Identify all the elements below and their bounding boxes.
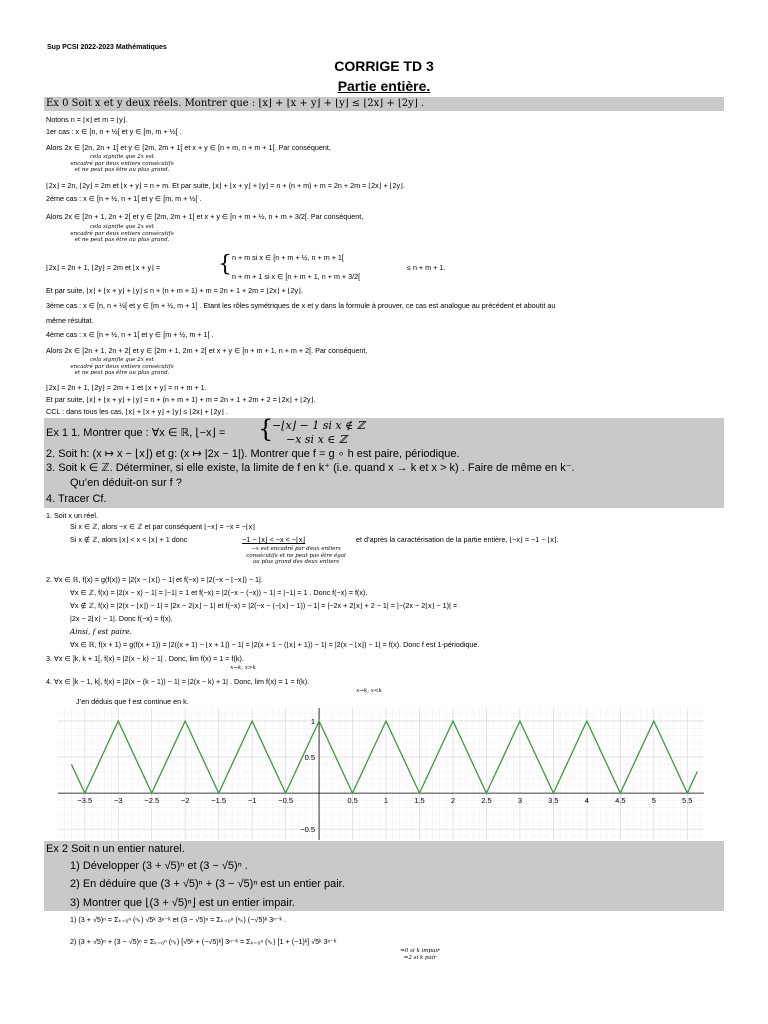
ex2-q1: 1) Développer (3 + √5)ⁿ et (3 − √5)ⁿ . <box>70 860 248 872</box>
ex0-case2-branch-2: n + m + 1 si x ∈ [n + m + 1, n + m + 3/2[ <box>232 272 361 281</box>
y-tick-label: 0.5 <box>304 753 316 763</box>
ex0-case2-line: Alors 2x ∈ [2n + 1, 2n + 2[ et y ∈ [2m, 2m + 1[ et x + y ∈ [n + m + ½, n + m + 3/2[. Par conséquent, <box>46 212 364 221</box>
x-tick-label: 3 <box>517 796 522 806</box>
ex2-q3: 3) Montrer que ⌊(3 + √5)ⁿ⌋ est un entier impair. <box>70 897 295 909</box>
ex1-a2f: ∀x ∈ ℝ, f(x + 1) = g(f(x + 1)) = |2((x + 1) − ⌊x + 1⌋) − 1| = |2(x + 1 − (⌊x⌋ + 1)) − 1| = |2(x − ⌊x⌋) − 1| = f(x). Donc f est 1-périodique. <box>70 640 480 649</box>
ex1-a2c: ∀x ∉ ℤ, f(x) = |2(x − ⌊x⌋) − 1| = |2x − 2⌊x⌋ − 1| et f(−x) = |2(−x − (−⌊x⌋ − 1)) − 1| = |−2x + 2⌊x⌋ + 2 − 1| = |−(2x − 2⌊x⌋ − 1)| = <box>70 601 458 610</box>
x-tick-label: −2 <box>180 796 190 806</box>
ex1-a3-limit-sub: x→k, x>k <box>230 665 256 671</box>
x-tick-label: 5 <box>651 796 656 806</box>
ex2-heading: Ex 2 Soit n un entier naturel. <box>46 843 185 855</box>
ex1-a3: 3. ∀x ∈ ]k, k + 1[, f(x) = |2(x − k) − 1| . Donc, lim f(x) = 1 = f(k). <box>46 654 244 663</box>
ex1-q3b: Qu’en déduit-on sur f ? <box>70 477 182 489</box>
ex2-a2: 2) (3 + √5)ⁿ + (3 − √5)ⁿ = Σₖ₌₀ⁿ (ⁿₖ) [√5ᵏ + (−√5)ᵏ] 3ⁿ⁻ᵏ = Σₖ₌₀ⁿ (ⁿₖ) [1 + (−1)ᵏ] √5ᵏ 3ⁿ⁻ᵏ <box>70 937 337 946</box>
ex0-case1-result: ⌊2x⌋ = 2n, ⌊2y⌋ = 2m et ⌊x + y⌋ = n + m. Et par suite, ⌊x⌋ + ⌊x + y⌋ + ⌊y⌋ = n + (n + m) + m = 2n + 2m = ⌊2x⌋ + ⌊2y⌋. <box>46 181 405 190</box>
x-tick-label: −0.5 <box>278 796 294 806</box>
x-tick-label: 4.5 <box>615 796 626 806</box>
ex0-case2-floor: ⌊2x⌋ = 2n + 1, ⌊2y⌋ = 2m et ⌊x + y⌋ = <box>46 263 161 272</box>
x-tick-label: −3 <box>113 796 123 806</box>
x-tick-label: −3.5 <box>77 796 93 806</box>
ex1-brace: { <box>258 415 274 443</box>
x-tick-label: 4 <box>584 796 589 806</box>
x-tick-label: −1 <box>247 796 257 806</box>
x-tick-label: 2.5 <box>481 796 492 806</box>
ex0-case2-result: Et par suite, ⌊x⌋ + ⌊x + y⌋ + ⌊y⌋ ≤ n + (n + m + 1) + m = 2n + 1 + 2m = ⌊2x⌋ + ⌊2y⌋. <box>46 286 303 295</box>
ex0-brace: { <box>218 252 232 277</box>
ex1-a1e: et d’après la caractérisation de la partie entière, ⌊−x⌋ = −1 − ⌊x⌋. <box>356 535 559 544</box>
ex0-case2-branch-1: n + m si x ∈ [n + m + ½, n + m + 1[ <box>232 253 344 262</box>
ex0-case4: 4ème cas : x ∈ [n + ½, n + 1[ et y ∈ [m + ½, m + 1[ . <box>46 330 214 339</box>
ex0-note-3: cela signifie que 2x est encadré par deux entiers consécutifs et ne peut pas être au plus grand. <box>70 357 174 376</box>
ex1-a2: 2. ∀x ∈ ℝ, f(x) = g(f(x)) = |2(x − ⌊x⌋) − 1| et f(−x) = |2(−x − ⌊−x⌋) − 1|. <box>46 575 263 584</box>
ex0-case1: 1er cas : x ∈ [n, n + ½[ et y ∈ [m, m + ½[ . <box>46 127 182 136</box>
ex2-note: =0 si k impair =2 si k pair <box>400 948 440 961</box>
ex0-case2: 2ème cas : x ∈ [n + ½, n + 1[ et y ∈ [m, m + ½[ . <box>46 194 202 203</box>
ex1-a1d: −1 − ⌊x⌋ < −x < −⌊x⌋ <box>242 535 306 544</box>
ex0-note-2: cela signifie que 2x est encadré par deux entiers consécutifs et ne peut pas être au plus grand. <box>70 224 174 243</box>
document-header: Sup PCSI 2022-2023 Mathématiques <box>47 44 167 51</box>
ex1-a4-limit-sub: x→k, x<k <box>356 688 382 694</box>
x-tick-label: 2 <box>450 796 456 806</box>
x-tick-label: 0.5 <box>347 796 358 806</box>
ex0-line: Notons n = ⌊x⌋ et m = ⌊y⌋. <box>46 115 128 124</box>
ex1-q1: Ex 1 1. Montrer que : ∀x ∈ ℝ, ⌊−x⌋ = <box>46 427 226 439</box>
ex2-a1: 1) (3 + √5)ⁿ = Σₖ₌₀ⁿ (ⁿₖ) √5ᵏ 3ⁿ⁻ᵏ et (3 − √5)ⁿ = Σₖ₌₀ⁿ (ⁿₖ) (−√5)ᵏ 3ⁿ⁻ᵏ . <box>70 915 286 924</box>
ex1-a4: 4. ∀x ∈ ]k − 1, k[, f(x) = |2(x − (k − 1)) − 1| = |2(x − k) + 1| . Donc, lim f(x) = 1 = f(k). <box>46 677 310 686</box>
triangle-wave-chart <box>58 708 704 840</box>
document-subtitle: Partie entière. <box>337 78 431 94</box>
ex1-a1b: Si x ∈ ℤ, alors −x ∈ ℤ et par conséquent ⌊−x⌋ = −x = −⌊x⌋ <box>70 522 256 531</box>
document-title: CORRIGE TD 3 <box>334 58 434 74</box>
y-tick-label: −0.5 <box>300 825 316 835</box>
ex0-case4-result: Et par suite, ⌊x⌋ + ⌊x + y⌋ + ⌊y⌋ = n + (n + m + 1) + m = 2n + 1 + 2m + 2 = ⌊2x⌋ + ⌊2y⌋. <box>46 395 316 404</box>
ex1-a2d: |2x − 2⌊x⌋ − 1|. Donc f(−x) = f(x). <box>70 614 173 623</box>
x-tick-label: −2.5 <box>144 796 160 806</box>
ex0-case4-floor: ⌊2x⌋ = 2n + 1, ⌊2y⌋ = 2m + 1 et ⌊x + y⌋ = n + m + 1. <box>46 383 207 392</box>
ex1-q1-branch-1: −⌊x⌋ − 1 si x ∉ ℤ <box>272 419 365 432</box>
x-tick-label: 1.5 <box>414 796 425 806</box>
ex1-a2b: ∀x ∈ ℤ, f(x) = |2(x − x) − 1| = |−1| = 1 et f(−x) = |2(−x − (−x)) − 1| = |−1| = 1 . Donc f(−x) = f(x). <box>70 588 368 597</box>
ex1-a2e: Ainsi, f est paire. <box>70 627 132 636</box>
ex1-q2: 2. Soit h: (x ↦ x − ⌊x⌋) et g: (x ↦ |2x − 1|). Montrer que f = g ∘ h est paire, périodique. <box>46 448 460 460</box>
ex0-case1-line: Alors 2x ∈ [2n, 2n + 1[ et y ∈ [2m, 2m + 1[ et x + y ∈ [n + m, n + m + 1[. Par conséquent, <box>46 143 331 152</box>
x-tick-label: 1 <box>383 796 389 806</box>
ex0-conclusion: CCL : dans tous les cas, ⌊x⌋ + ⌊x + y⌋ + ⌊y⌋ ≤ ⌊2x⌋ + ⌊2y⌋ . <box>46 407 228 416</box>
ex1-a5: J’en déduis que f est continue en k. <box>76 697 189 706</box>
x-tick-label: −1.5 <box>211 796 227 806</box>
ex1-a1c: Si x ∉ ℤ, alors ⌊x⌋ < x < ⌊x⌋ + 1 donc <box>70 535 188 544</box>
ex0-note-1: cela signifie que 2x est encadré par deux entiers consécutifs et ne peut pas être au plus grand. <box>70 154 174 173</box>
ex1-q4: 4. Tracer Cf. <box>46 493 107 505</box>
x-tick-label: 5.5 <box>682 796 693 806</box>
ex1-a1: 1. Soit x un réel. <box>46 511 98 520</box>
ex1-q1-branch-2: −x si x ∈ ℤ <box>286 433 347 446</box>
ex0-case4-line: Alors 2x ∈ [2n + 1, 2n + 2[ et y ∈ [2m + 1, 2m + 2[ et x + y ∈ [n + m + 1, n + m + 2[. Par conséquent, <box>46 346 368 355</box>
ex1-note: −x est encadré par deux entiers consécutifs et ne peut pas être égal au plus grand des deux entiers <box>246 546 346 565</box>
y-tick-label: 1 <box>310 716 316 726</box>
ex0-case3: 3ème cas : x ∈ [n, n + ½[ et y ∈ [m + ½, m + 1[ . Etant les rôles symétriques de x et y dans la formule à prouver, ce cas est analogue au précédent et aboutit au <box>46 301 556 310</box>
ex1-q3: 3. Soit k ∈ ℤ. Déterminer, si elle existe, la limite de f en k⁺ (i.e. quand x → k et x > k) . Faire de même en k⁻. <box>46 462 575 474</box>
x-tick-label: 3.5 <box>548 796 559 806</box>
ex0-case2-bound: ≤ n + m + 1. <box>407 263 446 272</box>
ex2-q2: 2) En déduire que (3 + √5)ⁿ + (3 − √5)ⁿ est un entier pair. <box>70 878 345 890</box>
ex0-heading: Ex 0 Soit x et y deux réels. Montrer que : ⌊x⌋ + ⌊x + y⌋ + ⌊y⌋ ≤ ⌊2x⌋ + ⌊2y⌋ . <box>46 98 425 109</box>
ex0-case3-cont: même résultat. <box>46 316 94 325</box>
